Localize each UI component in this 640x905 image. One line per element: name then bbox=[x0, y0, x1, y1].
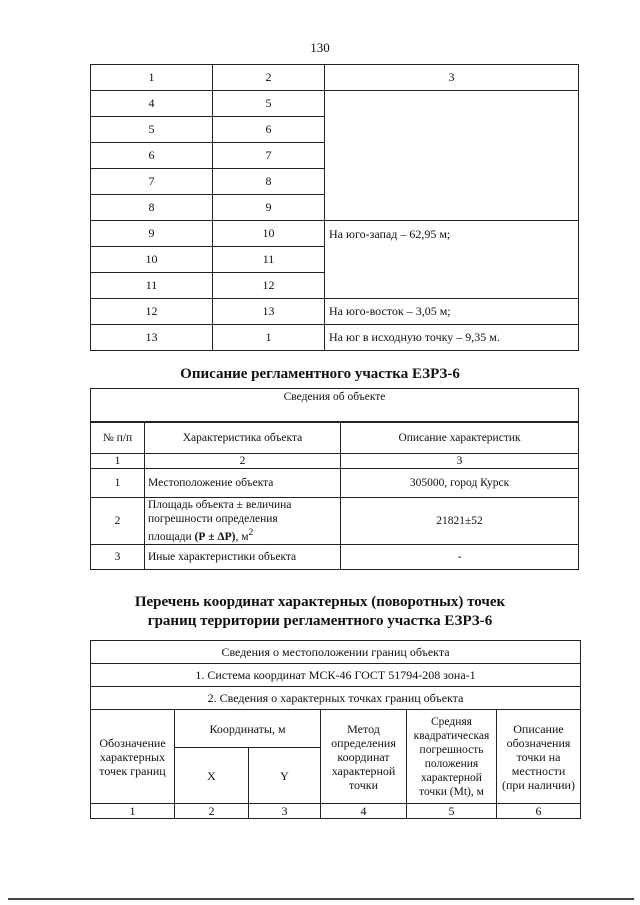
row-number: 2 bbox=[91, 498, 145, 545]
column-number: 4 bbox=[321, 804, 407, 819]
section-heading-description: Описание регламентного участка ЕЗРЗ-6 bbox=[180, 366, 460, 382]
table-row bbox=[91, 325, 579, 351]
method-header bbox=[321, 710, 407, 804]
point-to: 7 bbox=[213, 143, 325, 169]
point-from: 13 bbox=[91, 325, 213, 351]
characteristic-value: 305000, город Курск bbox=[341, 469, 579, 498]
page-number: 130 bbox=[310, 40, 330, 55]
table-title: Сведения об объекте bbox=[91, 389, 579, 423]
error-header bbox=[407, 710, 497, 804]
column-number: 5 bbox=[407, 804, 497, 819]
table-row bbox=[91, 91, 579, 117]
header-cell: № п/п bbox=[91, 422, 145, 454]
header-cell: 3 bbox=[325, 65, 579, 91]
table-header-row bbox=[91, 710, 581, 748]
name-line: погрешности определения bbox=[148, 513, 278, 526]
point-from: 11 bbox=[91, 273, 213, 299]
header-line: точек границ bbox=[99, 763, 166, 778]
table-row bbox=[91, 221, 579, 247]
header-line: точки на bbox=[516, 749, 561, 764]
column-number: 1 bbox=[91, 454, 145, 469]
point-from: 5 bbox=[91, 117, 213, 143]
section-heading-coordinates-line1: Перечень координат характерных (поворотных) точек bbox=[134, 594, 506, 610]
name-word: площади bbox=[148, 530, 192, 543]
column-number: 2 bbox=[145, 454, 341, 469]
direction-desc: На юг в исходную точку – 9,35 м. bbox=[325, 325, 579, 351]
boundary-description-table bbox=[90, 64, 579, 351]
point-to: 6 bbox=[213, 117, 325, 143]
table-header-row bbox=[91, 422, 579, 454]
header-line: координат bbox=[337, 749, 390, 764]
characteristic-name: Иные характеристики объекта bbox=[145, 545, 341, 570]
point-to: 13 bbox=[213, 299, 325, 325]
point-to: 9 bbox=[213, 195, 325, 221]
point-to: 5 bbox=[213, 91, 325, 117]
header-line: (при наличии) bbox=[502, 777, 575, 792]
table-row bbox=[91, 469, 579, 498]
designation-header bbox=[91, 710, 175, 804]
direction-desc: На юго-восток – 3,05 м; bbox=[325, 299, 579, 325]
characteristic-value: 21821±52 bbox=[341, 498, 579, 545]
y-header: Y bbox=[249, 748, 321, 804]
column-number: 6 bbox=[497, 804, 581, 819]
description-header bbox=[497, 710, 581, 804]
header-line: точки (Mt), м bbox=[419, 785, 484, 798]
characteristic-name bbox=[145, 498, 341, 545]
header-line: характерной bbox=[421, 771, 482, 784]
bottom-rule bbox=[8, 898, 634, 900]
direction-desc: На юго-запад – 62,95 м; bbox=[325, 221, 579, 299]
column-number: 3 bbox=[249, 804, 321, 819]
area-unit: , м bbox=[235, 530, 249, 543]
column-number: 1 bbox=[91, 804, 175, 819]
point-to: 11 bbox=[213, 247, 325, 273]
table-header-row bbox=[91, 65, 579, 91]
point-to: 8 bbox=[213, 169, 325, 195]
name-line: Площадь объекта ± величина bbox=[148, 499, 292, 512]
x-header: X bbox=[175, 748, 249, 804]
point-to: 1 bbox=[213, 325, 325, 351]
point-to: 12 bbox=[213, 273, 325, 299]
header-line: характерной bbox=[331, 763, 396, 778]
point-from: 4 bbox=[91, 91, 213, 117]
column-number: 3 bbox=[341, 454, 579, 469]
area-formula: (Р ± ΔР) bbox=[194, 530, 236, 543]
point-from: 9 bbox=[91, 221, 213, 247]
header-line: Обозначение bbox=[99, 735, 166, 750]
column-numbers-row bbox=[91, 804, 581, 819]
table-row bbox=[91, 545, 579, 570]
header-cell: 1 bbox=[91, 65, 213, 91]
header-line: Метод bbox=[347, 721, 380, 736]
coordinate-system: 1. Система координат МСК-46 ГОСТ 51794-208 зона-1 bbox=[91, 664, 581, 687]
header-line: положения bbox=[424, 757, 479, 770]
header-line: местности bbox=[511, 763, 566, 778]
row-number: 3 bbox=[91, 545, 145, 570]
header-line: квадратическая bbox=[413, 729, 490, 742]
header-cell: Характеристика объекта bbox=[145, 422, 341, 454]
characteristic-value: - bbox=[341, 545, 579, 570]
header-line: точки bbox=[348, 777, 379, 792]
area-unit-sup: 2 bbox=[248, 527, 254, 539]
section-heading-coordinates-line2: границ территории регламентного участка ЕЗРЗ-6 bbox=[147, 613, 493, 629]
direction-desc bbox=[325, 91, 579, 221]
object-info-table bbox=[90, 388, 579, 570]
column-number: 2 bbox=[175, 804, 249, 819]
header-line: погрешность bbox=[419, 743, 484, 756]
point-from: 10 bbox=[91, 247, 213, 273]
header-line: обозначения bbox=[506, 735, 571, 750]
characteristic-name: Местоположение объекта bbox=[145, 469, 341, 498]
header-cell: Описание характеристик bbox=[341, 422, 579, 454]
table-row bbox=[91, 498, 579, 545]
header-line: Средняя bbox=[431, 715, 472, 728]
point-to: 10 bbox=[213, 221, 325, 247]
table-row bbox=[91, 299, 579, 325]
name-line bbox=[148, 526, 337, 544]
point-from: 8 bbox=[91, 195, 213, 221]
coords-header: Координаты, м bbox=[175, 710, 321, 748]
point-from: 12 bbox=[91, 299, 213, 325]
point-from: 7 bbox=[91, 169, 213, 195]
header-line: Описание bbox=[513, 721, 564, 736]
points-title: 2. Сведения о характерных точках границ объекта bbox=[91, 687, 581, 710]
header-line: определения bbox=[331, 735, 396, 750]
coordinates-table bbox=[90, 640, 581, 819]
point-from: 6 bbox=[91, 143, 213, 169]
table-title: Сведения о местоположении границ объекта bbox=[91, 641, 581, 664]
header-cell: 2 bbox=[213, 65, 325, 91]
row-number: 1 bbox=[91, 469, 145, 498]
header-line: характерных bbox=[99, 749, 166, 764]
column-numbers-row bbox=[91, 454, 579, 469]
